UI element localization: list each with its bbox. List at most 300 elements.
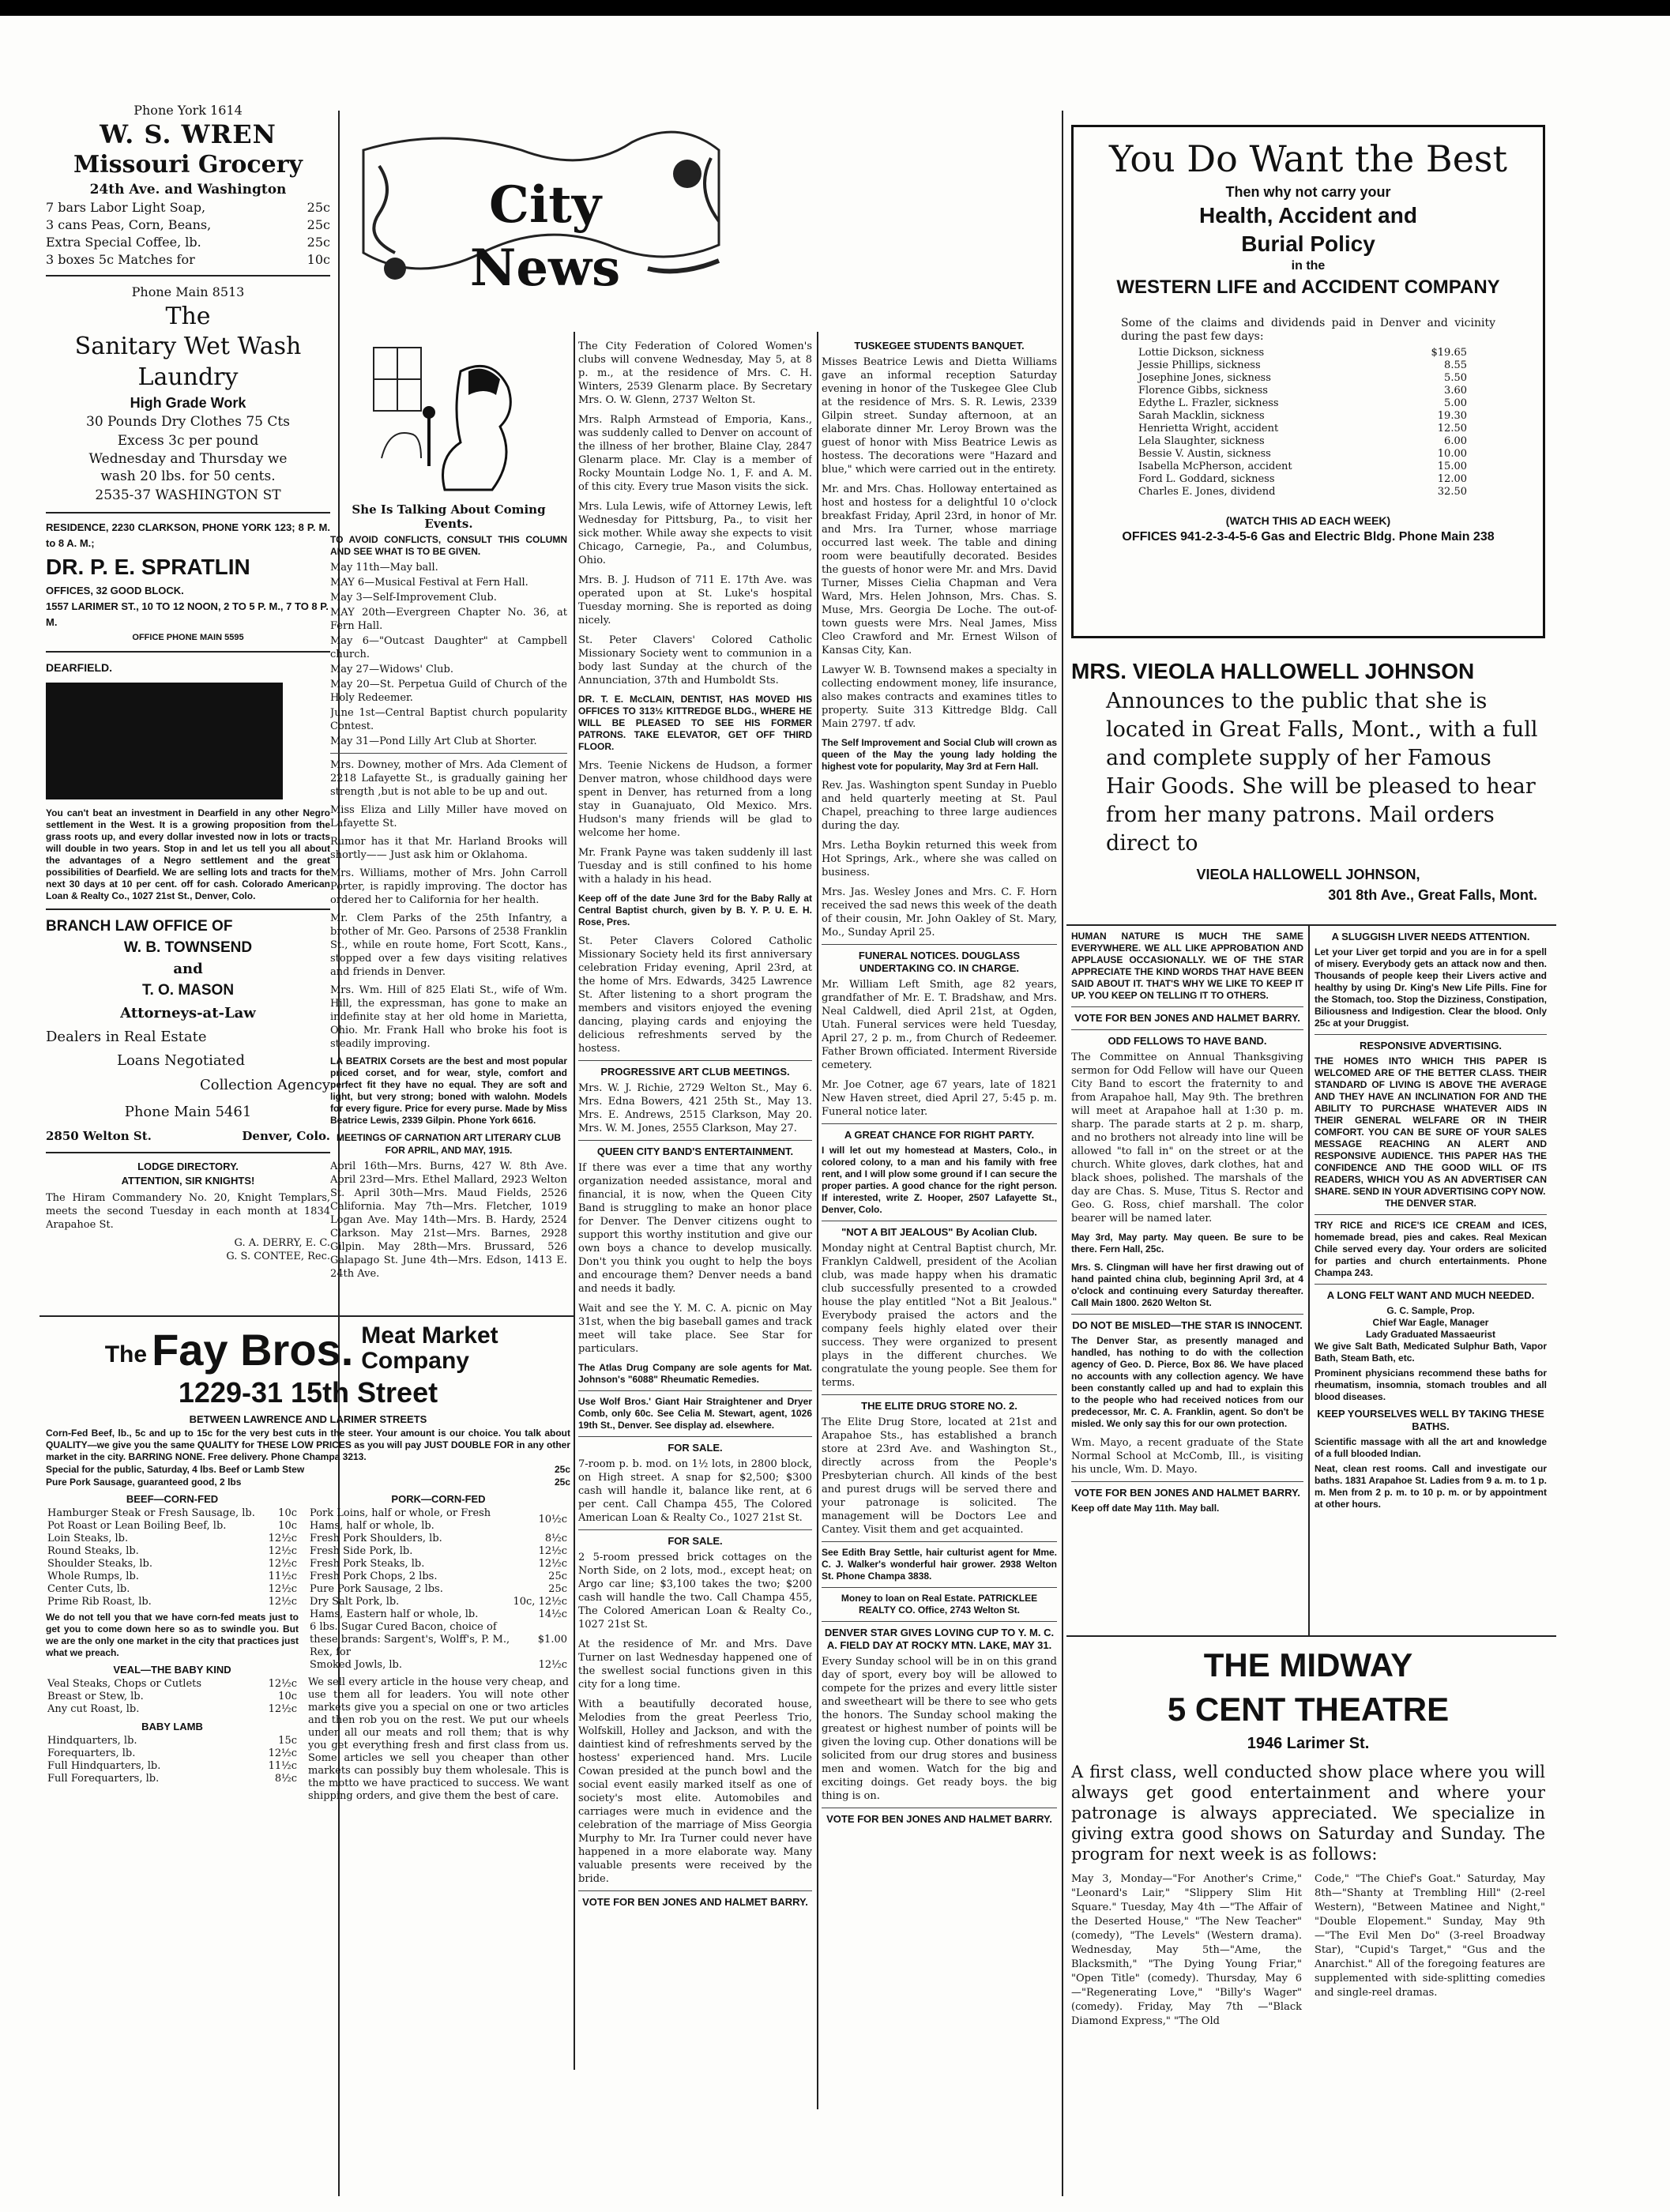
insurance-line2: Health, Accident and <box>1199 203 1417 228</box>
lodge-sig2: G. S. CONTEE, Rec. <box>226 1251 330 1262</box>
fay-special1: Special for the public, Saturday, 4 lbs. Beef or Lamb Stew <box>46 1464 305 1475</box>
claim-row-label: Sarah Macklin, sickness <box>1138 410 1265 422</box>
veal-row-value: 12½c <box>268 1678 297 1690</box>
claim-row-value: 5.50 <box>1444 372 1467 384</box>
fay-pre: The <box>104 1341 148 1367</box>
midway-address: 1946 Larimer St. <box>1247 1735 1370 1752</box>
col3-p19: With a beautifully decorated house, Melodies from the great Peerless Trio, Wolfskill, Holley and Jackson, and with the daintiest kind of refreshments served by the hostess' experienced hand. Mrs. Lucile Cowan presided at the punch bowl and the social event easily marked itself as one of society's most elite. Automobiles and carriages were much in evidence and the celebration of the marriage of Miss Georgia Murphy to Mr. Ira Turner could never have happened in a more elaborate way. Many valuable presents were received by the bride. <box>578 1698 812 1885</box>
spratlin-ad <box>46 520 330 645</box>
city-news-banner <box>348 118 1051 332</box>
insurance-watch: (WATCH THIS AD EACH WEEK) <box>1225 514 1391 527</box>
beef-row-label: Round Steaks, lb. <box>47 1545 139 1557</box>
spratlin-name: DR. P. E. SPRATLIN <box>46 555 250 579</box>
news-column-5 <box>1071 931 1303 1736</box>
midway-theatre-ad <box>1071 1643 1545 2196</box>
claim-row-label: Ford L. Goddard, sickness <box>1138 473 1275 485</box>
col4-p12: The Elite Drug Store, located at 21st and Arapahoe Sts., has established a branch store at 23rd Ave. and Washington St., directly across from the People's Presbyterian church. All kinds of the best and purest drugs will be served there and your patronage is solicited. The management will be Doctors Lee and Cantey. Visit them and get acquainted. <box>822 1416 1057 1536</box>
lodge-title: LODGE DIRECTORY. <box>137 1161 239 1172</box>
beef-row-value: 12½c <box>268 1545 297 1557</box>
law-phone: Phone Main 5461 <box>124 1104 252 1120</box>
col3-p18: At the residence of Mr. and Mrs. Dave Turner on last Wednesday happened one of the swellest social functions given in this city for a long time. <box>578 1638 812 1691</box>
col6-p1: Let your Liver get torpid and you are in for a spell of misery. Everybody gets an attack now and then. Thousands of people keep their Livers active and healthy by using Dr. King's New Life Pills. Fine for the Stomach, too. Stop the Dizziness, Constipation, Biliousness and Indigestion. Clear the blood. Only 25c at your Druggist. <box>1315 946 1547 1029</box>
telephone-woman-illustration <box>358 340 540 498</box>
johnson-name: MRS. VIEOLA HALLOWELL JOHNSON <box>1071 659 1475 683</box>
laundry-line1: The <box>165 303 211 330</box>
beef-row-value: 12½c <box>268 1558 297 1570</box>
col3-p4: Mrs. B. J. Hudson of 711 E. 17th Ave. was operated upon at St. Luke's hospital Tuesday morning. She is reported as doing nicely. <box>578 574 812 626</box>
left-column <box>46 103 330 1311</box>
laundry-ad <box>46 283 330 506</box>
col4-p15: Every Sunday school will be in on this grand day of sport, every boy will be allowed to compete for the prizes and every little sister and sweetheart will be there to see who gets the honors. The Sunday school making the greatest or highest number of points will be given the loving cup. Other donations will be solicited from our drug stores and business men and women. Watch for the big and exciting doings. Get ready boys. the big thing is on. <box>822 1656 1057 1802</box>
spratlin-hours: 1557 LARIMER ST., 10 TO 12 NOON, 2 TO 5 P. M., 7 TO 8 P. M. <box>46 600 329 628</box>
col4-p4: The Self Improvement and Social Club will crown as queen of the May the young lady holding the highest vote for popularity, May 3rd at Fern Hall. <box>822 737 1057 772</box>
col3-p6: DR. T. E. McCLAIN, DENTIST, HAS MOVED HIS OFFICES TO 313½ KITTREDGE BLDG., WHERE HE WILL BE PLEASED TO SEE HIS FORMER PATRONS. TAKE ELEVATOR, GET OFF THIRD FLOOR. <box>578 694 812 752</box>
col3-h1: PROGRESSIVE ART CLUB MEETINGS. <box>600 1066 790 1078</box>
lamb-row <box>46 1735 299 1747</box>
events-p2: Miss Eliza and Lilly Miller have moved on Lafayette St. <box>330 804 567 830</box>
fay-name: Fay Bros. <box>152 1325 354 1375</box>
fay-pork-note: We sell every article in the house very cheap, and use them all for leaders. You will note other markets give you a special on one or two articles and then rob you on the rest. We put our wheels under all our meats and roll them; that is why you get everything fresh and first class from us. Some articles we sell you cheaper than other markets can possibly buy them wholesale. This is the motto we have practiced to success. We want shipping orders, and give them the best of care. <box>308 1676 569 1802</box>
laundry-line4: High Grade Work <box>130 395 246 411</box>
law-and: and <box>173 961 203 977</box>
grocery-item-name: 3 cans Peas, Corn, Beans, <box>46 217 212 232</box>
pork-row <box>308 1621 569 1659</box>
laundry-line3: Laundry <box>137 363 239 391</box>
col3-p7: Mrs. Teenie Nickens de Hudson, a former Denver matron, whose childhood days were spent in Denver, has returned from a long stay in Guanajuato, Old Mexico. Mrs. Hudson's many friends will be glad to welcome her home. <box>578 760 812 839</box>
insurance-line4: in the <box>1291 259 1326 273</box>
event-item: May 11th—May ball. <box>330 562 438 574</box>
pork-row <box>308 1558 569 1571</box>
claim-row-label: Charles E. Jones, dividend <box>1138 486 1276 498</box>
claim-row <box>1137 473 1469 486</box>
pork-row-label: Dry Salt Pork, lb. <box>310 1596 400 1608</box>
pork-row-label: Hams, Eastern half or whole, lb. <box>310 1608 479 1620</box>
beef-row-label: Shoulder Steaks, lb. <box>47 1558 152 1570</box>
col6-p2: THE HOMES INTO WHICH THIS PAPER IS WELCOMED ARE OF THE BETTER CLASS. THEIR STANDARD OF LIVING IS ABOVE THE AVERAGE AND THEY HAVE AN INCLINATION FOR AND THE ABILITY TO PURCHASE WHATEVER AIDS IN THEIR GENERAL WELFARE OR IN THEIR COMFORT. YOU CAN BE SURE OF YOUR SALES MESSAGE REACHING AN ALERT AND RESPONSIVE AUDIENCE. THIS PAPER HAS THE CONFIDENCE AND THE GOOD WILL OF ITS READERS, WHICH YOU AS AN ADVERTISER CAN SHARE. SEND IN YOUR ADVERTISING COPY NOW. <box>1315 1055 1547 1197</box>
lodge-subtitle: ATTENTION, SIR KNIGHTS! <box>121 1175 255 1187</box>
grocery-item <box>46 234 330 251</box>
fay-special1-price: 25c <box>554 1464 570 1475</box>
claim-row-label: Isabella McPherson, accident <box>1138 461 1292 472</box>
pork-row-label: Pork Loins, half or whole, or Fresh Hams, half or whole, lb. <box>310 1507 491 1532</box>
pork-row-value: 10½c <box>538 1514 567 1525</box>
meetings-body: April 16th—Mrs. Burns, 427 W. 8th Ave. April 23rd—Mrs. Ethel Mallard, 2923 Welton St. April 30th—Mrs. Maud Fields, 2526 California. May 7th—Mrs. Fletcher, 1019 Logan Ave. May 14th—Mrs. B. Hardy, 2524 Clarkson. May 21st—Mrs. Barnes, 2928 Gilpin. May 28th—Mrs. Brussard, 526 Galapago St. June 4th—Mrs. Edson, 1413 E. 24th Ave. <box>330 1161 567 1280</box>
fay-beef-title: BEEF—CORN-FED <box>126 1493 219 1505</box>
fay-pork-table <box>308 1507 569 1672</box>
laundry-phone: Phone Main 8513 <box>131 284 245 299</box>
col4-p7: Mrs. Jas. Wesley Jones and Mrs. C. F. Horn received the sad news this week of the death of their cousin, Mr. John Oakley of St. Mary, Mo., Sunday April 25. <box>822 886 1057 939</box>
col3-p8: Mr. Frank Payne was taken suddenly ill last Tuesday and is still confined to his home with a halady in his head. <box>578 847 812 886</box>
event-item: MAY 6—Musical Festival at Fern Hall. <box>330 577 528 589</box>
col4-p5: Rev. Jas. Washington spent Sunday in Pueblo and held quarterly meeting at St. Paul Chapel, preaching to three large audiences during the day. <box>822 780 1057 832</box>
event-item: MAY 20th—Evergreen Chapter No. 36, at Fern Hall. <box>330 607 567 632</box>
col5-vote: VOTE FOR BEN JONES AND HALMET BARRY. <box>1074 1012 1300 1024</box>
fay-special2-price: 25c <box>554 1477 570 1488</box>
col3-p13: Wait and see the Y. M. C. A. picnic on May 31st, when the big baseball games and track meet will take place. See Star for particulars. <box>578 1303 812 1355</box>
claim-row <box>1137 423 1469 435</box>
claim-row <box>1137 410 1469 423</box>
grocery-item <box>46 251 330 269</box>
col4-p10: I will let out my homestead at Masters, Colo., in colored colony, to a man and his family with free rent, and I will plow some ground if I can secure the proper parties. A good chance for the right person. If interested, write Z. Hooper, 2507 Lafayette St., Denver, Colo. <box>822 1145 1057 1215</box>
laundry-line2: Sanitary Wet Wash <box>74 333 302 360</box>
claim-row-label: Bessie V. Austin, sickness <box>1138 448 1271 460</box>
grocery-item <box>46 216 330 234</box>
laundry-line9: 2535-37 WASHINGTON ST <box>95 487 281 503</box>
pork-row-value: 12½c <box>538 1545 567 1557</box>
lodge-body: The Hiram Commandery No. 20, Knight Templars, meets the second Tuesday in each month at 1834 Arapahoe St. <box>46 1192 330 1231</box>
col6-p5: Prominent physicians recommend these baths for rheumatism, insomnia, stomach troubles and all blood diseases. <box>1315 1367 1547 1402</box>
beef-row-label: Center Cuts, lb. <box>47 1583 130 1595</box>
beef-row-label: Whole Rumps, lb. <box>47 1571 139 1582</box>
lamb-row-value: 8½c <box>274 1773 297 1785</box>
spratlin-offices: OFFICES, 32 GOOD BLOCK. <box>46 585 184 596</box>
col5-p4: The Denver Star, as presently managed and handled, has nothing to do with the collection agency of Geo. D. Pierce, Box 86. We have placed no accounts with any collection agency. We have been constantly called up and had to explain this to the people who had received notices from our predecessor, Mr. C. A. Franklin, agent. So don't be misled. We only say this for our own protection. <box>1071 1335 1303 1429</box>
fay-veal-table <box>46 1678 299 1716</box>
column-rule <box>817 332 818 2109</box>
col5-p3: Mrs. S. Clingman will have her first drawing out of hand painted china club, beginning April 3rd, at 4 o'clock and continuing every Saturday thereafter. Call Main 1800. 2620 Welton St. <box>1071 1262 1303 1308</box>
insurance-line3: Burial Policy <box>1241 231 1375 256</box>
claim-row <box>1137 461 1469 473</box>
insurance-intro: Some of the claims and dividends paid in Denver and vicinity during the past few days: <box>1121 317 1495 343</box>
news-column-6 <box>1315 931 1547 1736</box>
beef-row <box>46 1520 299 1533</box>
col4-h1: TUSKEGEE STUDENTS BANQUET. <box>854 340 1025 352</box>
wren-address: 24th Ave. and Washington <box>89 182 287 198</box>
claim-row-value: 19.30 <box>1437 410 1467 422</box>
events-list <box>330 561 567 748</box>
grocery-item-price: 25c <box>307 217 330 232</box>
midway-program-right: Code," "The Chief's Goat." Saturday, May 8th—"Shanty at Trembling Hill" (2-reel Western), "Between Matinee and Night," "Double Elopement." Sunday, May 9th—"The Evil Men Do" (3-reel Broadway Star), "Cupid's Target," "Gus and the Anarchist." All of the foregoing features are supplemented with side-splitting comedies and single-reel dramas. <box>1315 1873 1545 1999</box>
spratlin-phone: OFFICE PHONE MAIN 5595 <box>132 633 244 642</box>
johnson-body: Announces to the public that she is located in Great Falls, Mont., with a full and complete supply of her Famous Hair Goods. She will be pleased to hear from her many patrons. Mail orders direct to <box>1106 689 1538 856</box>
pork-row-value: 25c <box>548 1583 567 1595</box>
col3-p17: 2 5-room pressed brick cottages on the North Side, on 2 lots, mod., except heat; on Argo car line; $3,100 takes the two; $200 cash will handle the two. Call Champa 455, The Colored American Loan & Realty Co., 1027 21st St. <box>578 1552 812 1631</box>
veal-row-value: 10c <box>278 1691 297 1702</box>
pork-row-label: Fresh Pork Shoulders, lb. <box>310 1533 442 1544</box>
col4-p13: See Edith Bray Settle, hair culturist agent for Mme. C. J. Walker's wonderful hair grower. 2938 Welton St. Phone Champa 3838. <box>822 1547 1057 1582</box>
dearfield-ad <box>46 659 330 902</box>
johnson-address: 301 8th Ave., Great Falls, Mont. <box>1328 887 1537 903</box>
col3-p16: 7-room p. b. mod. on 1½ lots, in 2800 block, on High street. A snap for $2,500; $300 cash will handle it, balance like rent, at 6 per cent. Call Champa 455, The Colored American Loan & Realty Co., 1027 21st St. <box>578 1458 812 1524</box>
midway-subtitle: 5 CENT THEATRE <box>1167 1691 1450 1728</box>
col5-h1: HUMAN NATURE IS MUCH THE SAME EVERYWHERE. WE ALL LIKE APPROBATION AND APPLAUSE OCCASIONALLY. WE OF THE STAR APPRECIATE THE KIND WORDS THAT HAVE BEEN SAID ABOUT IT. THAT'S WHY WE LIKE TO KEEP IT UP. YOU KEEP ON TELLING IT TO OTHERS. <box>1071 931 1303 1001</box>
lamb-row-value: 11½c <box>268 1760 297 1772</box>
col6-h4: KEEP YOURSELVES WELL BY TAKING THESE BATHS. <box>1317 1408 1544 1432</box>
dearfield-title: DEARFIELD. <box>46 661 112 674</box>
claim-row <box>1137 359 1469 372</box>
claim-row-value: 12.50 <box>1437 423 1467 434</box>
lamb-row <box>46 1773 299 1785</box>
veal-row-label: Any cut Roast, lb. <box>47 1703 140 1715</box>
col6-p6: Scientific massage with all the art and knowledge of a full blooded Indian. <box>1315 1436 1547 1459</box>
col6-p7: Neat, clean rest rooms. Call and investigate our baths. 1831 Arapahoe St. Ladies from 9 a. m. to 1 p. m. Men from 2 p. m. to 10 p. m. or by appointment at other hours. <box>1315 1463 1547 1510</box>
section-rule <box>39 1315 574 1317</box>
pork-row <box>308 1583 569 1596</box>
fay-street: 1229-31 15th Street <box>178 1376 438 1409</box>
col4-h6: DENVER STAR GIVES LOVING CUP TO Y. M. C. A. FIELD DAY AT ROCKY MTN. LAKE, MAY 31. <box>824 1627 1055 1651</box>
events-p3: Rumor has it that Mr. Harland Brooks will shortly—— Just ask him or Oklahoma. <box>330 836 567 861</box>
veal-row <box>46 1678 299 1691</box>
wren-grocery-ad <box>46 103 330 269</box>
col5-p2: May 3rd, May party. May queen. Be sure to be there. Fern Hall, 25c. <box>1071 1232 1303 1255</box>
grocery-item-price: 10c <box>307 252 330 267</box>
beef-row-label: Prime Rib Roast, lb. <box>47 1596 152 1608</box>
claim-row-value: 10.00 <box>1437 448 1467 460</box>
pork-row <box>308 1608 569 1621</box>
fay-pork-title: PORK—CORN-FED <box>391 1493 486 1505</box>
fay-beef-note: We do not tell you that we have corn-fed meats just to get you to come down here so as to swindle you. But we are the only one market in the city that practices just what we preach. <box>46 1612 299 1658</box>
col3-p10: St. Peter Clavers Colored Catholic Missionary Society held its first anniversary celebration Friday evening, April 23rd, at the home of Mrs. Edwards, 3425 Lawrence St. After listening to a short program the members and visitors enjoyed the evening dancing, playing cards and enjoying the delicious refreshments served by the hostess. <box>578 935 812 1055</box>
beef-row <box>46 1533 299 1545</box>
claim-row <box>1137 397 1469 410</box>
pork-row-value: 25c <box>548 1571 567 1582</box>
lamb-row-label: Full Forequarters, lb. <box>47 1773 160 1785</box>
events-p1: Mrs. Downey, mother of Mrs. Ada Clement of 2218 Lafayette St., is gradually gaining her strength ,but is not able to be up and out. <box>330 759 567 798</box>
col5-p1: The Committee on Annual Thanksgiving sermon for Odd Fellow will have our Queen City Band to escort the fraternity to and from Arapahoe hall, May 9th. The brethren will meet at Arapahoe hall at 1:30 p. m. sharp. The parade starts at 2 p. m. sharp, and no brothers not already into line will be allowed "to fall in" on the street or at the church. White gloves, dark clothes, hat and black shoes, polished. The marshals of the day are Chas. S. Muse, Titus S. Rector and Geo. G. Ross, chief marshall. The color bearer will be named later. <box>1071 1051 1303 1224</box>
col3-p5: St. Peter Clavers' Colored Catholic Missionary Society went to communion in a body last Sunday at the church of the Annunciation, 37th and Humboldt Sts. <box>578 634 812 687</box>
event-item: June 1st—Central Baptist church popularity Contest. <box>330 707 567 732</box>
beef-row <box>46 1545 299 1558</box>
col3-vote: VOTE FOR BEN JONES AND HALMET BARRY. <box>582 1896 808 1908</box>
beef-row <box>46 1558 299 1571</box>
claim-row-value: $19.65 <box>1431 347 1467 359</box>
col4-p8: Mr. William Left Smith, age 82 years, grandfather of Mr. E. T. Bradshaw, and Mrs. Neal Caldwell, died April 21st, at Ogden, Utah. Funeral services were held Tuesday, April 27, 2 p. m., from Church of Redeemer. Father Brown officiated. Interment Riverside cemetery. <box>822 979 1057 1071</box>
fay-veal-title: VEAL—THE BABY KIND <box>113 1664 231 1676</box>
fay-beef-table <box>46 1507 299 1608</box>
events-p4: Mrs. Williams, mother of Mrs. John Carroll Porter, is rapidly improving. The doctor has ordered her to California for her health. <box>330 867 567 906</box>
lamb-row-value: 15c <box>278 1735 297 1747</box>
col4-h2: FUNERAL NOTICES. DOUGLASS UNDERTAKING CO. IN CHARGE. <box>858 950 1021 974</box>
beef-row-label: Hamburger Steak or Fresh Sausage, lb. <box>47 1507 255 1519</box>
col4-p3: Lawyer W. B. Townsend makes a specialty in collecting endowment money, life insurance, also makes contracts and examines titles to property. Suite 313 Kittredge Bldg. Call Main 2797. tf adv. <box>822 664 1057 730</box>
meetings-title: MEETINGS OF CARNATION ART LITERARY CLUB FOR APRIL, AND MAY, 1915. <box>337 1132 561 1156</box>
col4-p11: Monday night at Central Baptist church, Mr. Franklyn Caldwell, president of the Acolian club, was made happy when his dramatic club successfully presented to a crowded house the play entitled "Not a Bit Jealous." Everybody praised the actors and the company feels highly elated over their success. They were organized to present plays in the different churches. We congratulate the young people. See them for terms. <box>822 1243 1057 1389</box>
laundry-line6: Excess 3c per pound <box>117 433 259 449</box>
johnson-ad <box>1071 656 1545 916</box>
event-item: May 3—Self-Improvement Club. <box>330 592 497 604</box>
pork-row <box>308 1533 569 1545</box>
beef-row-label: Loin Steaks, lb. <box>47 1533 129 1544</box>
col5-h2: ODD FELLOWS TO HAVE BAND. <box>1108 1035 1267 1047</box>
lamb-row-label: Full Hindquarters, lb. <box>47 1760 161 1772</box>
law-line1: Dealers in Real Estate <box>46 1029 207 1045</box>
lodge-directory <box>46 1160 330 1263</box>
col3-p11: Mrs. W. J. Richie, 2729 Welton St., May 6. Mrs. Edna Bowers, 421 25th St., May 13. Mrs. E. Andrews, 2515 Clarkson, May 20. Mrs. W. M. Jones, 2555 Clarkson, May 27. <box>578 1082 812 1134</box>
fay-company: Meat Market Company <box>361 1323 498 1374</box>
law-line2: Loans Negotiated <box>117 1052 245 1069</box>
claim-row-label: Florence Gibbs, sickness <box>1138 385 1268 397</box>
law-title: BRANCH LAW OFFICE OF <box>46 918 233 935</box>
fay-intro: Corn-Fed Beef, lb., 5c and up to 15c for the very best cuts in the steer. Your amount is our choice. You talk about QUALITY—we give you the same QUALITY for THESE LOW PRICES as you will pay JUST DOUBLE FOR in any other market in the city. BARRING NONE. Free delivery. Phone Champa 3213. <box>46 1428 570 1462</box>
insurance-offices: OFFICES 941-2-3-4-5-6 Gas and Electric Bldg. Phone Main 238 <box>1122 530 1495 544</box>
pork-row <box>308 1659 569 1672</box>
city-news-title: City News <box>469 175 621 298</box>
section-rule <box>1066 1635 1556 1637</box>
col3-h4: FOR SALE. <box>668 1535 723 1547</box>
column-rule <box>574 332 575 2070</box>
fay-lamb-title: BABY LAMB <box>141 1721 203 1732</box>
lamb-row <box>46 1747 299 1760</box>
col4-p9: Mr. Joe Cotner, age 67 years, late of 1821 New Haven street, died April 27, 5:45 p. m. Funeral notice later. <box>822 1079 1057 1118</box>
claim-row-value: 32.50 <box>1437 486 1467 498</box>
pork-row-value: 8½c <box>544 1533 567 1544</box>
claim-row <box>1137 347 1469 359</box>
fay-left-col <box>46 1492 299 1803</box>
claim-row-label: Edythe L. Frazler, sickness <box>1138 397 1279 409</box>
claim-row-value: 15.00 <box>1437 461 1467 472</box>
col4-p2: Mr. and Mrs. Chas. Holloway entertained as host and hostess for a delightful 10 o'clock breakfast Friday, April 23rd, in honor of Mr. and Mrs. Ira Turner, whose marriage occurred last week. The table and dining room were beautifully decorated. Besides the guests of honor were Mr. and Mrs. David Turner, Misses Cielia Chapman and Vera Ward, Mrs. Helen Johnson, Mrs. Chas. S. Muse, Mrs. Georgia De Loche. The out-of-town guests were Mrs. Neal James, Miss Cleo Crawford and Mr. Ernest Wilson of Kansas City, Kan. <box>822 483 1057 656</box>
col4-vote: VOTE FOR BEN JONES AND HALMET BARRY. <box>826 1813 1052 1825</box>
col6-h2: RESPONSIVE ADVERTISING. <box>1359 1040 1503 1051</box>
fay-lamb-table <box>46 1735 299 1785</box>
fay-bros-ad <box>46 1323 570 2200</box>
dearfield-body: You can't beat an investment in Dearfield in any other Negro settlement in the West. It is a growing proposition from the grass roots up, and every dollar invested now in lots or tracts will double in two years. Stop in and let us tell you all about the advantages of a Negro settlement and the great possibilities of Dearfield. We are selling lots and tracts for the next 30 days at 10 per cent. off for cash. Colorado American Loan & Realty Co., 1027 21st St., Denver, Colo. <box>46 807 330 901</box>
col3-p12: If there was ever a time that any worthy organization needed assistance, moral and financial, it is now, when the Queen City Band is struggling to make an honor place for Denver. The Denver citizens ought to support this worthy institution and give our own boys a chance to develop musically. Don't you think you ought to help the boys and encourage them? Denver needs a band and needs it badly. <box>578 1162 812 1295</box>
column-rule <box>1062 111 1063 2196</box>
lamb-row-label: Hindquarters, lb. <box>47 1735 137 1747</box>
event-item: May 31—Pond Lilly Art Club at Shorter. <box>330 735 537 747</box>
claim-row-label: Lela Slaughter, sickness <box>1138 435 1265 447</box>
news-column-4 <box>822 340 1057 2125</box>
claim-row-label: Henrietta Wright, accident <box>1138 423 1279 434</box>
wren-name: W. S. WREN <box>100 119 276 149</box>
col4-p14: Money to loan on Real Estate. PATRICKLEE REALTY CO. Office, 2743 Welton St. <box>841 1593 1038 1616</box>
col5-vote2: VOTE FOR BEN JONES AND HALMET BARRY. <box>1074 1487 1300 1499</box>
veal-row-label: Breast or Stew, lb. <box>47 1691 144 1702</box>
beef-row <box>46 1571 299 1583</box>
beef-row-value: 12½c <box>268 1533 297 1544</box>
col6-h3: A LONG FELT WANT AND MUCH NEEDED. <box>1326 1289 1535 1301</box>
beef-row-label: Pot Roast or Lean Boiling Beef, lb. <box>47 1520 227 1532</box>
claim-row-label: Jessie Phillips, sickness <box>1138 359 1261 371</box>
law-address-street: 2850 Welton St. <box>46 1129 152 1143</box>
col6-p4c: Lady Graduated Massaeurist <box>1365 1329 1496 1340</box>
pork-row <box>308 1545 569 1558</box>
col4-p6: Mrs. Letha Boykin returned this week from Hot Springs, Ark., where she was called on business. <box>822 840 1057 878</box>
events-title: She Is Talking About Coming Events. <box>352 502 546 531</box>
col3-p1: The City Federation of Colored Women's clubs will convene Wednesday, May 5, at 8 p. m., at the residence of Mrs. C. H. Winters, 2539 Glenarm place. By Secretary Mrs. O. W. Glenn, 2737 Welton St. <box>578 340 812 406</box>
col6-p4b: Chief War Eagle, Manager <box>1372 1317 1489 1328</box>
col4-p1: Misses Beatrice Lewis and Dietta Williams gave an informal reception Saturday evening in honor of the Tuskegee Glee Club at the residence of Mrs. S. R. Lewis, 2339 Gilpin street. Sunday afternoon, at an elaborate dinner Mr. Leroy Brown was the guest of honor with Miss Beatrice Lewis as hostess. The decorations were "Hazard and blue," which were carried out in the entirety. <box>822 356 1057 476</box>
section-rule <box>1066 924 1556 926</box>
laundry-line8: wash 20 lbs. for 50 cents. <box>100 468 276 484</box>
col5-p5: Wm. Mayo, a recent graduate of the State Normal School at McComb, Ill., is visiting his uncle, Wm. D. Mayo. <box>1071 1437 1303 1476</box>
col3-p9: Keep off of the date June 3rd for the Baby Rally at Central Baptist church, given by B. Y. P. U. E. H. Rose, Pres. <box>578 893 812 927</box>
pork-row-label: Pure Pork Sausage, 2 lbs. <box>310 1583 443 1595</box>
grocery-item-name: 3 boxes 5c Matches for <box>46 252 195 267</box>
claim-row <box>1137 486 1469 498</box>
law-name1: W. B. TOWNSEND <box>123 939 253 956</box>
news-column-3 <box>578 340 812 2125</box>
col3-p14: The Atlas Drug Company are sole agents for Mat. Johnson's "6088" Rheumatic Remedies. <box>578 1362 812 1385</box>
col6-p4a: G. C. Sample, Prop. <box>1386 1305 1475 1316</box>
events-intro: TO AVOID CONFLICTS, CONSULT THIS COLUMN AND SEE WHAT IS TO BE GIVEN. <box>330 534 567 557</box>
pork-row-label: Smoked Jowls, lb. <box>310 1659 402 1671</box>
claim-row-label: Josephine Jones, sickness <box>1138 372 1271 384</box>
pork-row <box>308 1507 569 1533</box>
pork-row-value: 10c, 12½c <box>513 1596 567 1608</box>
beef-row-value: 10c <box>278 1520 297 1532</box>
events-p5: Mr. Clem Parks of the 25th Infantry, a brother of Mr. Geo. Parsons of 2538 Franklin St., while en route home, Fort Scott, Kans., stopped over a few days visiting relatives and friends in Denver. <box>330 912 567 978</box>
fay-right-col <box>308 1492 569 1803</box>
beef-row <box>46 1507 299 1520</box>
col4-h3: A GREAT CHANCE FOR RIGHT PARTY. <box>844 1129 1035 1141</box>
insurance-line1: Then why not carry your <box>1225 184 1391 200</box>
grocery-item-price: 25c <box>307 235 330 250</box>
pork-row <box>308 1571 569 1583</box>
wren-item-list <box>46 199 330 269</box>
laundry-line7: Wednesday and Thursday we <box>88 451 288 467</box>
col3-h2: QUEEN CITY BAND'S ENTERTAINMENT. <box>596 1146 794 1157</box>
grocery-item-name: 7 bars Labor Light Soap, <box>46 200 206 215</box>
pork-row-value: 14½c <box>538 1608 567 1620</box>
law-role: Attorneys-at-Law <box>120 1005 256 1021</box>
claim-row <box>1137 435 1469 448</box>
midway-intro: A first class, well conducted show place where you will always get good entertainment and where your patronage is always appreciated. We specialize in giving extra good shows on Saturday and Sunday. The program for next week is as follows: <box>1071 1762 1545 1864</box>
insurance-headline: You Do Want the Best <box>1108 137 1508 180</box>
law-office-ad <box>46 916 330 1146</box>
lamb-row-label: Forequarters, lb. <box>47 1747 136 1759</box>
law-line3: Collection Agency <box>199 1077 330 1093</box>
claim-row <box>1137 448 1469 461</box>
lodge-sig1: G. A. DERRY, E. C. <box>234 1237 330 1249</box>
beef-row-value: 12½c <box>268 1583 297 1595</box>
beef-row-value: 10c <box>278 1507 297 1519</box>
grocery-item-name: Extra Special Coffee, lb. <box>46 235 201 250</box>
dearfield-photo <box>46 683 283 799</box>
col6-sig: THE DENVER STAR. <box>1385 1198 1476 1209</box>
grocery-item-price: 25c <box>307 200 330 215</box>
claim-row-value: 6.00 <box>1444 435 1467 447</box>
pork-row-label: 6 lbs. Sugar Cured Bacon, choice of these brands: Sargent's, Wolff's, P. M., Rex, for <box>310 1621 510 1658</box>
claim-row-value: 5.00 <box>1444 397 1467 409</box>
fay-between: BETWEEN LAWRENCE AND LARIMER STREETS <box>189 1413 427 1425</box>
claim-row-value: 12.00 <box>1437 473 1467 485</box>
beef-row-value: 11½c <box>268 1571 297 1582</box>
event-item: May 20—St. Perpetua Guild of Church of the Holy Redeemer. <box>330 679 567 704</box>
events-p7: LA BEATRIX Corsets are the best and most popular priced corset, and for wear, style, comfort and perfect fit they have no equal. They are soft and light, but very strong; boned with walohn. Models for every figure. Price for every purse. Made by Miss Beatrice Lewis, 2339 Gilpin. Phone York 6616. <box>330 1055 567 1126</box>
col5-p6: Keep off date May 11th. May ball. <box>1071 1503 1220 1514</box>
wren-store: Missouri Grocery <box>73 151 303 179</box>
claim-row <box>1137 372 1469 385</box>
event-item: May 27—Widows' Club. <box>330 664 453 675</box>
pork-row-label: Fresh Side Pork, lb. <box>310 1545 413 1557</box>
laundry-line5: 30 Pounds Dry Clothes 75 Cts <box>86 414 290 430</box>
event-item: May 6—"Outcast Daughter" at Campbell church. <box>330 635 567 660</box>
law-name2: T. O. MASON <box>141 982 235 999</box>
pork-row-value: $1.00 <box>537 1634 567 1646</box>
col4-h5: THE ELITE DRUG STORE NO. 2. <box>861 1400 1017 1412</box>
lamb-row <box>46 1760 299 1773</box>
beef-row-value: 12½c <box>268 1596 297 1608</box>
beef-row <box>46 1583 299 1596</box>
fay-special2: Pure Pork Sausage, guaranteed good, 2 lbs <box>46 1477 242 1488</box>
col5-h3: DO NOT BE MISLED—THE STAR IS INNOCENT. <box>1072 1319 1303 1331</box>
veal-row <box>46 1703 299 1716</box>
top-border <box>0 0 1670 16</box>
claim-row-value: 3.60 <box>1444 385 1467 397</box>
events-p6: Mrs. Wm. Hill of 825 Elati St., wife of Wm. Hill, the expressman, has gone to make an indefinite stay at her old home in Marietta, Ohio. Mr. Frank Hall who broke his foot is steadily improving. <box>330 984 567 1050</box>
pork-row <box>308 1596 569 1608</box>
insurance-ad <box>1071 125 1545 638</box>
insurance-line5: WESTERN LIFE and ACCIDENT COMPANY <box>1116 276 1500 298</box>
col3-p15: Use Wolf Bros.' Giant Hair Straightener and Dryer Comb, only 60c. See Celia M. Stewart, agent, 1026 19th St., Denver. See display ad. elsewhere. <box>578 1396 812 1431</box>
col3-h3: FOR SALE. <box>668 1442 723 1454</box>
claim-row-value: 8.55 <box>1444 359 1467 371</box>
wren-phone: Phone York 1614 <box>134 103 243 118</box>
midway-program-left: May 3, Monday—"For Another's Crime," "Leonard's Lair," "Slippery Slim Hit Square." Tuesday, May 4th —"The Affair of the Deserted House," "The New Teacher" (comedy), "The Levels" (Western drama). Wednesday, May 5th—"Ame, the Blacksmith," "The Dying Young Friar," "Open Title" (comedy). Thursday, May 6—"Regenerating Love," "Billy's Wager" (comedy). Friday, May 7th —"Black Diamond Express," "The Old <box>1071 1873 1302 2027</box>
spratlin-residence: RESIDENCE, 2230 CLARKSON, PHONE YORK 123; 8 P. M. to 8 A. M.; <box>46 521 330 549</box>
